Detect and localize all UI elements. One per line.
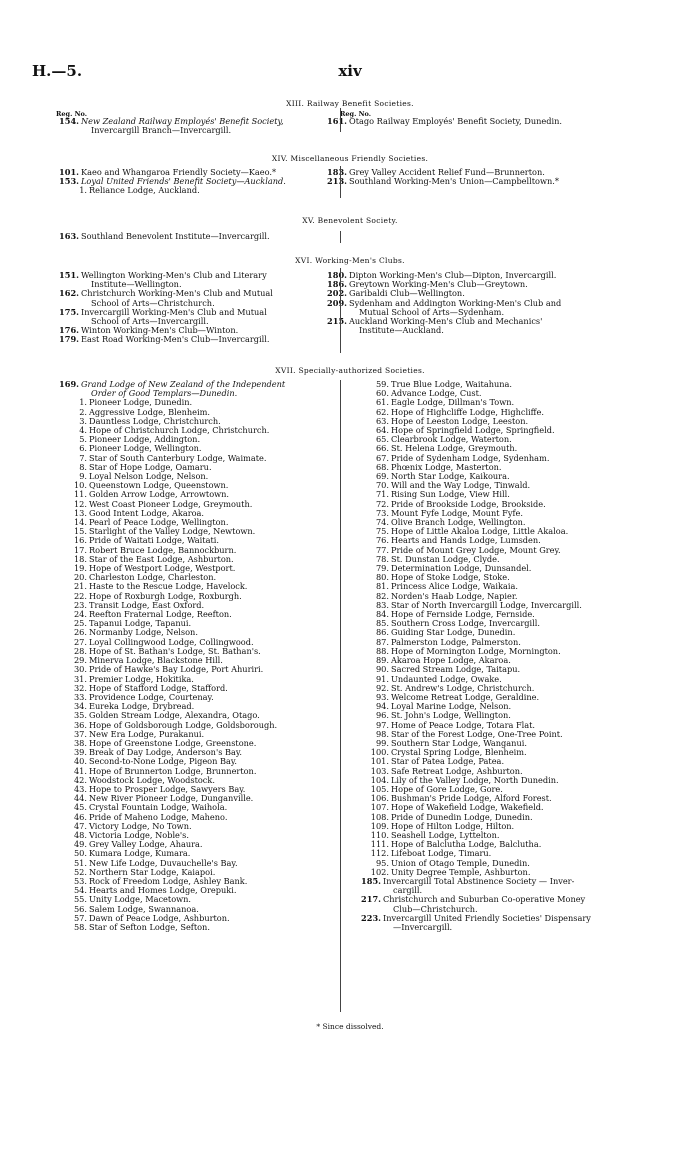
lodge-item: 50. Kumara Lodge, Kumara. [73,848,191,859]
lodge-item: 97. Home of Peace Lodge, Totara Flat. [375,719,536,730]
lodge-item: 17. Robert Bruce Lodge, Bannockburn. [73,544,237,555]
lodge-list-right [352,380,682,877]
lodge-item: 87. Palmerston Lodge, Palmerston. [375,636,521,647]
lodge-item: 12. West Coast Pioneer Lodge, Greymouth. [73,498,253,509]
lodge-item: 88. Hope of Mornington Lodge, Mornington. [375,645,561,656]
lodge-item: 83. Star of North Invercargill Lodge, Invercargill. [375,599,582,610]
lodge-item: 51. New Life Lodge, Duvauchelle's Bay. [73,857,238,868]
lodge-item: 81. Princess Alice Lodge, Waikaia. [375,581,518,592]
list-item: 101. Kaeo and Whangaroa Friendly Society—Kaeo.* [59,167,277,177]
lodge-item: 69. North Star Lodge, Kaikoura. [375,471,510,482]
lodge-item: 28. Hope of St. Bathan's Lodge, St. Bathan's. [73,645,261,656]
lodge-item: 40. Second-to-None Lodge, Pigeon Bay. [73,756,238,767]
list-item: 176. Winton Working-Men's Club—Winton. [59,325,239,336]
lodge-item: 112. Lifeboat Lodge, Timaru. [370,848,492,859]
lodge-item: 54. Hearts and Homes Lodge, Orepuki. [73,885,237,896]
lodge-item: 103. Safe Retreat Lodge, Ashburton. [370,765,523,776]
misc-left [50,168,335,196]
footnote: * Since dissolved. [316,1022,384,1031]
special-left [50,380,350,932]
lodge-item: 37. New Era Lodge, Purakanui. [73,728,205,739]
lodge-item: 96. St. John's Lodge, Wellington. [375,710,511,721]
lodge-item: 110. Seashell Lodge, Lyttelton. [370,829,500,840]
lodge-item: 68. Phœnix Lodge, Masterton. [375,461,502,472]
lodge-item: 23. Transit Lodge, East Oxford. [73,599,205,610]
lodge-item: 2. Aggressive Lodge, Blenheim. [79,406,211,417]
lodge-item: 74. Olive Branch Lodge, Wellington. [375,517,526,528]
lodge-item: 66. St. Helena Lodge, Greymouth. [375,443,518,454]
lodge-item: 8. Star of Hope Lodge, Oamaru. [79,461,212,472]
list-item: 183. Grey Valley Accident Relief Fund—Brunnerton. [327,167,545,177]
lodge-item: 80. Hope of Stoke Lodge, Stoke. [375,572,510,583]
column-divider [340,166,341,198]
page-number: xiv [338,62,362,80]
list-item: 215. Auckland Working-Men's Club and Mechanics' Institute—Auckland. [327,316,543,336]
list-item: 163. Southland Benevolent Institute—Invercargill. [59,231,270,241]
lodge-item: 67. Pride of Sydenham Lodge, Sydenham. [375,452,550,463]
list-item: 186. Greytown Working-Men's Club—Greytown. [327,279,528,290]
misc-right [318,168,678,186]
lodge-item: 71. Rising Sun Lodge, View Hill. [375,489,510,500]
lodge-item: 10. Queenstown Lodge, Queenstown. [73,480,229,491]
lodge-item: 13. Good Intent Lodge, Akaroa. [73,507,205,518]
list-item: 154. New Zealand Railway Employés' Benefit Society, Invercargill Branch—Invercargill. [59,116,284,136]
lodge-item: 65. Clearbrook Lodge, Waterton. [375,434,512,445]
lodge-item: 99. Southern Star Lodge, Wanganui. [375,737,527,748]
lodge-item: 108. Pride of Dunedin Lodge, Dunedin. [370,811,533,822]
lodge-item: 24. Reefton Fraternal Lodge, Reefton. [73,609,232,620]
lodge-item: 3. Dauntless Lodge, Christchurch. [79,415,221,426]
lodge-item: 84. Hope of Fernside Lodge, Fernside. [375,609,535,620]
lodge-item: 26. Normanby Lodge, Nelson. [73,627,198,638]
section-title-special: XVII. Specially-authorized Societies. [275,366,425,375]
list-item: 1. Reliance Lodge, Auckland. [79,185,200,196]
lodge-item: 70. Will and the Way Lodge, Tinwald. [375,480,531,491]
lodge-item: 62. Hope of Highcliffe Lodge, Highcliffe. [375,406,544,417]
lodge-item: 31. Premier Lodge, Hokitika. [73,673,194,684]
list-item: 185. Invercargill Total Abstinence Society — Inver- cargill. [361,875,575,896]
list-item: 209. Sydenham and Addington Working-Men's Club and Mutual School of Arts—Sydenham. [327,297,562,317]
list-item: 151. Wellington Working-Men's Club and Literary Institute—Wellington. [59,270,267,290]
lodge-item: 79. Determination Lodge, Dunsandel. [375,563,532,574]
list-item: 213. Southland Working-Men's Union—Campbelltown.* [327,176,559,187]
lodge-item: 29. Minerva Lodge, Blackstone Hill. [73,655,223,666]
reg-label-left: Reg. No. [56,110,88,118]
lodge-item: 39. Break of Day Lodge, Anderson's Bay. [73,747,243,758]
lodge-item: 98. Star of the Forest Lodge, One-Tree Point. [375,728,563,739]
section-title-benevolent: XV. Benevolent Society. [302,216,398,225]
lodge-item: 49. Grey Valley Lodge, Ahaura. [73,839,203,850]
lodge-item: 52. Northern Star Lodge, Kaiapoi. [73,866,216,877]
lodge-item: 20. Charleston Lodge, Charleston. [73,572,217,583]
lodge-item: 33. Providence Lodge, Courtenay. [73,691,214,702]
list-item: 162. Christchurch Working-Men's Club and Mutual School of Arts—Christchurch. [59,288,273,308]
lodge-item: 6. Pioneer Lodge, Wellington. [79,443,202,454]
lodge-item: 58. Star of Sefton Lodge, Sefton. [73,921,210,932]
lodge-item: 56. Salem Lodge, Swannanoa. [73,903,199,914]
list-item: 169. Grand Lodge of New Zealand of the Independent Order of Good Templars—Dunedin. [59,379,286,399]
lodge-item: 85. Southern Cross Lodge, Invercargill. [375,618,540,629]
lodge-item: 46. Pride of Maheno Lodge, Maheno. [73,811,228,822]
lodge-item: 44. New River Pioneer Lodge, Dunganville. [73,793,254,804]
lodge-item: 48. Victoria Lodge, Noble's. [73,829,189,840]
lodge-item: 4. Hope of Christchurch Lodge, Christchurch. [79,425,270,436]
lodge-item: 60. Advance Lodge, Cust. [375,388,482,399]
lodge-item: 111. Hope of Balclutha Lodge, Balclutha. [370,839,542,850]
lodge-item: 27. Loyal Collingwood Lodge, Collingwood. [73,636,254,647]
lodge-item: 55. Unity Lodge, Macetown. [73,894,192,905]
reg-label-right: Reg. No. [340,110,372,118]
lodge-item: 106. Bushman's Pride Lodge, Alford Forest. [370,793,552,804]
lodge-item: 14. Pearl of Peace Lodge, Wellington. [73,517,229,528]
list-item: 179. East Road Working-Men's Club—Invercargill. [59,334,270,345]
lodge-item: 100. Crystal Spring Lodge, Blenheim. [370,747,527,758]
lodge-item: 21. Haste to the Rescue Lodge, Havelock. [73,581,248,592]
lodge-item: 7. Star of South Canterbury Lodge, Waimate. [79,452,267,463]
lodge-item: 92. St. Andrew's Lodge, Christchurch. [375,682,535,693]
lodge-item: 19. Hope of Westport Lodge, Westport. [73,563,236,574]
list-item: 161. Otago Railway Employés' Benefit Society, Dunedin. [327,116,562,126]
railway-right [318,117,678,126]
page-header [0,62,700,82]
list-item: 217. Christchurch and Suburban Co-operative Money Club—Christchurch. [361,894,586,914]
lodge-item: 82. Norden's Haab Lodge, Napier. [375,590,518,601]
lodge-item: 94. Loyal Marine Lodge, Nelson. [375,701,512,712]
lodge-item: 89. Akaroa Hope Lodge, Akaroa. [375,655,511,666]
lodge-item: 38. Hope of Greenstone Lodge, Greenstone. [73,737,257,748]
lodge-item: 73. Mount Fyfe Lodge, Mount Fyfe. [375,507,523,518]
list-item: 180. Dipton Working-Men's Club—Dipton, Invercargill. [327,270,557,280]
lodge-item: 86. Guiding Star Lodge, Dunedin. [375,627,516,638]
benevolent-left [50,232,335,241]
column-divider [340,268,341,353]
lodge-item: 42. Woodstock Lodge, Woodstock. [73,774,215,785]
lodge-item: 15. Starlight of the Valley Lodge, Newtown. [73,526,256,537]
lodge-item: 75. Hope of Little Akaloa Lodge, Little Akaloa. [375,526,569,537]
lodge-item: 102. Unity Degree Temple, Ashburton. [370,866,531,877]
column-divider [340,108,341,132]
lodge-item: 57. Dawn of Peace Lodge, Ashburton. [73,912,230,923]
lodge-item: 104. Lily of the Valley Lodge, North Dunedin. [370,774,559,785]
lodge-item: 90. Sacred Stream Lodge, Taitapu. [375,664,521,675]
lodge-list-left [50,398,350,932]
lodge-item: 43. Hope to Prosper Lodge, Sawyers Bay. [73,783,246,794]
lodge-item: 45. Crystal Fountain Lodge, Waihola. [73,802,228,813]
lodge-item: 59. True Blue Lodge, Waitahuna. [375,379,513,389]
lodge-item: 5. Pioneer Lodge, Addington. [79,434,201,445]
lodge-item: 101. Star of Patea Lodge, Patea. [370,756,505,767]
list-item: 202. Garibaldi Club—Wellington. [327,288,465,299]
section-title-misc: XIV. Miscellaneous Friendly Societies. [271,154,429,163]
lodge-item: 95. Union of Otago Temple, Dunedin. [375,857,530,868]
lodge-item: 61. Eagle Lodge, Dillman's Town. [375,397,515,408]
section-title-railway: XIII. Railway Benefit Societies. [286,99,414,108]
lodge-item: 34. Eureka Lodge, Drybread. [73,701,195,712]
lodge-item: 11. Golden Arrow Lodge, Arrowtown. [73,489,230,500]
lodge-item: 63. Hope of Leeston Lodge, Leeston. [375,415,529,426]
lodge-item: 35. Golden Stream Lodge, Alexandra, Otago. [73,710,260,721]
list-item: 223. Invercargill United Friendly Societies' Dispensary —Invercargill. [361,912,591,932]
railway-left [50,117,335,135]
clubs-left [50,271,335,345]
list-item: 153. Loyal United Friends' Benefit Society—Auckland. [59,176,286,187]
lodge-item: 41. Hope of Brunnerton Lodge, Brunnerton. [73,765,257,776]
report-code: H.—5. [32,62,83,80]
lodge-item: 91. Undaunted Lodge, Owake. [375,673,502,684]
lodge-item: 30. Pride of Hawke's Bay Lodge, Port Ahuriri. [73,664,264,675]
lodge-item: 9. Loyal Nelson Lodge, Nelson. [79,471,209,482]
section-title-clubs: XVI. Working-Men's Clubs. [295,256,405,265]
lodge-item: 32. Hope of Stafford Lodge, Stafford. [73,682,228,693]
column-divider [340,231,341,243]
lodge-item: 16. Pride of Waitati Lodge, Waitati. [73,535,219,546]
clubs-right [318,271,678,335]
lodge-item: 53. Rock of Freedom Lodge, Ashley Bank. [73,875,248,886]
lodge-item: 1. Pioneer Lodge, Dunedin. [79,397,193,408]
lodge-item: 76. Hearts and Hands Lodge, Lumsden. [375,535,541,546]
lodge-item: 93. Welcome Retreat Lodge, Geraldine. [375,691,540,702]
special-right [352,380,682,932]
list-item: 175. Invercargill Working-Men's Club and Mutual School of Arts—Invercargill. [59,306,267,327]
column-divider [340,380,341,1012]
lodge-item: 72. Pride of Brookside Lodge, Brookside. [375,498,546,509]
lodge-item: 78. St. Dunstan Lodge, Clyde. [375,553,500,564]
lodge-item: 47. Victory Lodge, No Town. [73,820,192,831]
lodge-item: 25. Tapanui Lodge, Tapanui. [73,618,192,629]
lodge-item: 64. Hope of Springfield Lodge, Springfield. [375,425,555,436]
lodge-item: 18. Star of the East Lodge, Ashburton. [73,553,234,564]
lodge-item: 36. Hope of Goldsborough Lodge, Goldsborough. [73,719,278,730]
lodge-item: 105. Hope of Gore Lodge, Gore. [370,783,503,794]
lodge-item: 22. Hope of Roxburgh Lodge, Roxburgh. [73,590,242,601]
lodge-item: 107. Hope of Wakefield Lodge, Wakefield. [370,802,544,813]
lodge-item: 109. Hope of Hilton Lodge, Hilton. [370,820,515,831]
lodge-item: 77. Pride of Mount Grey Lodge, Mount Grey. [375,544,561,555]
